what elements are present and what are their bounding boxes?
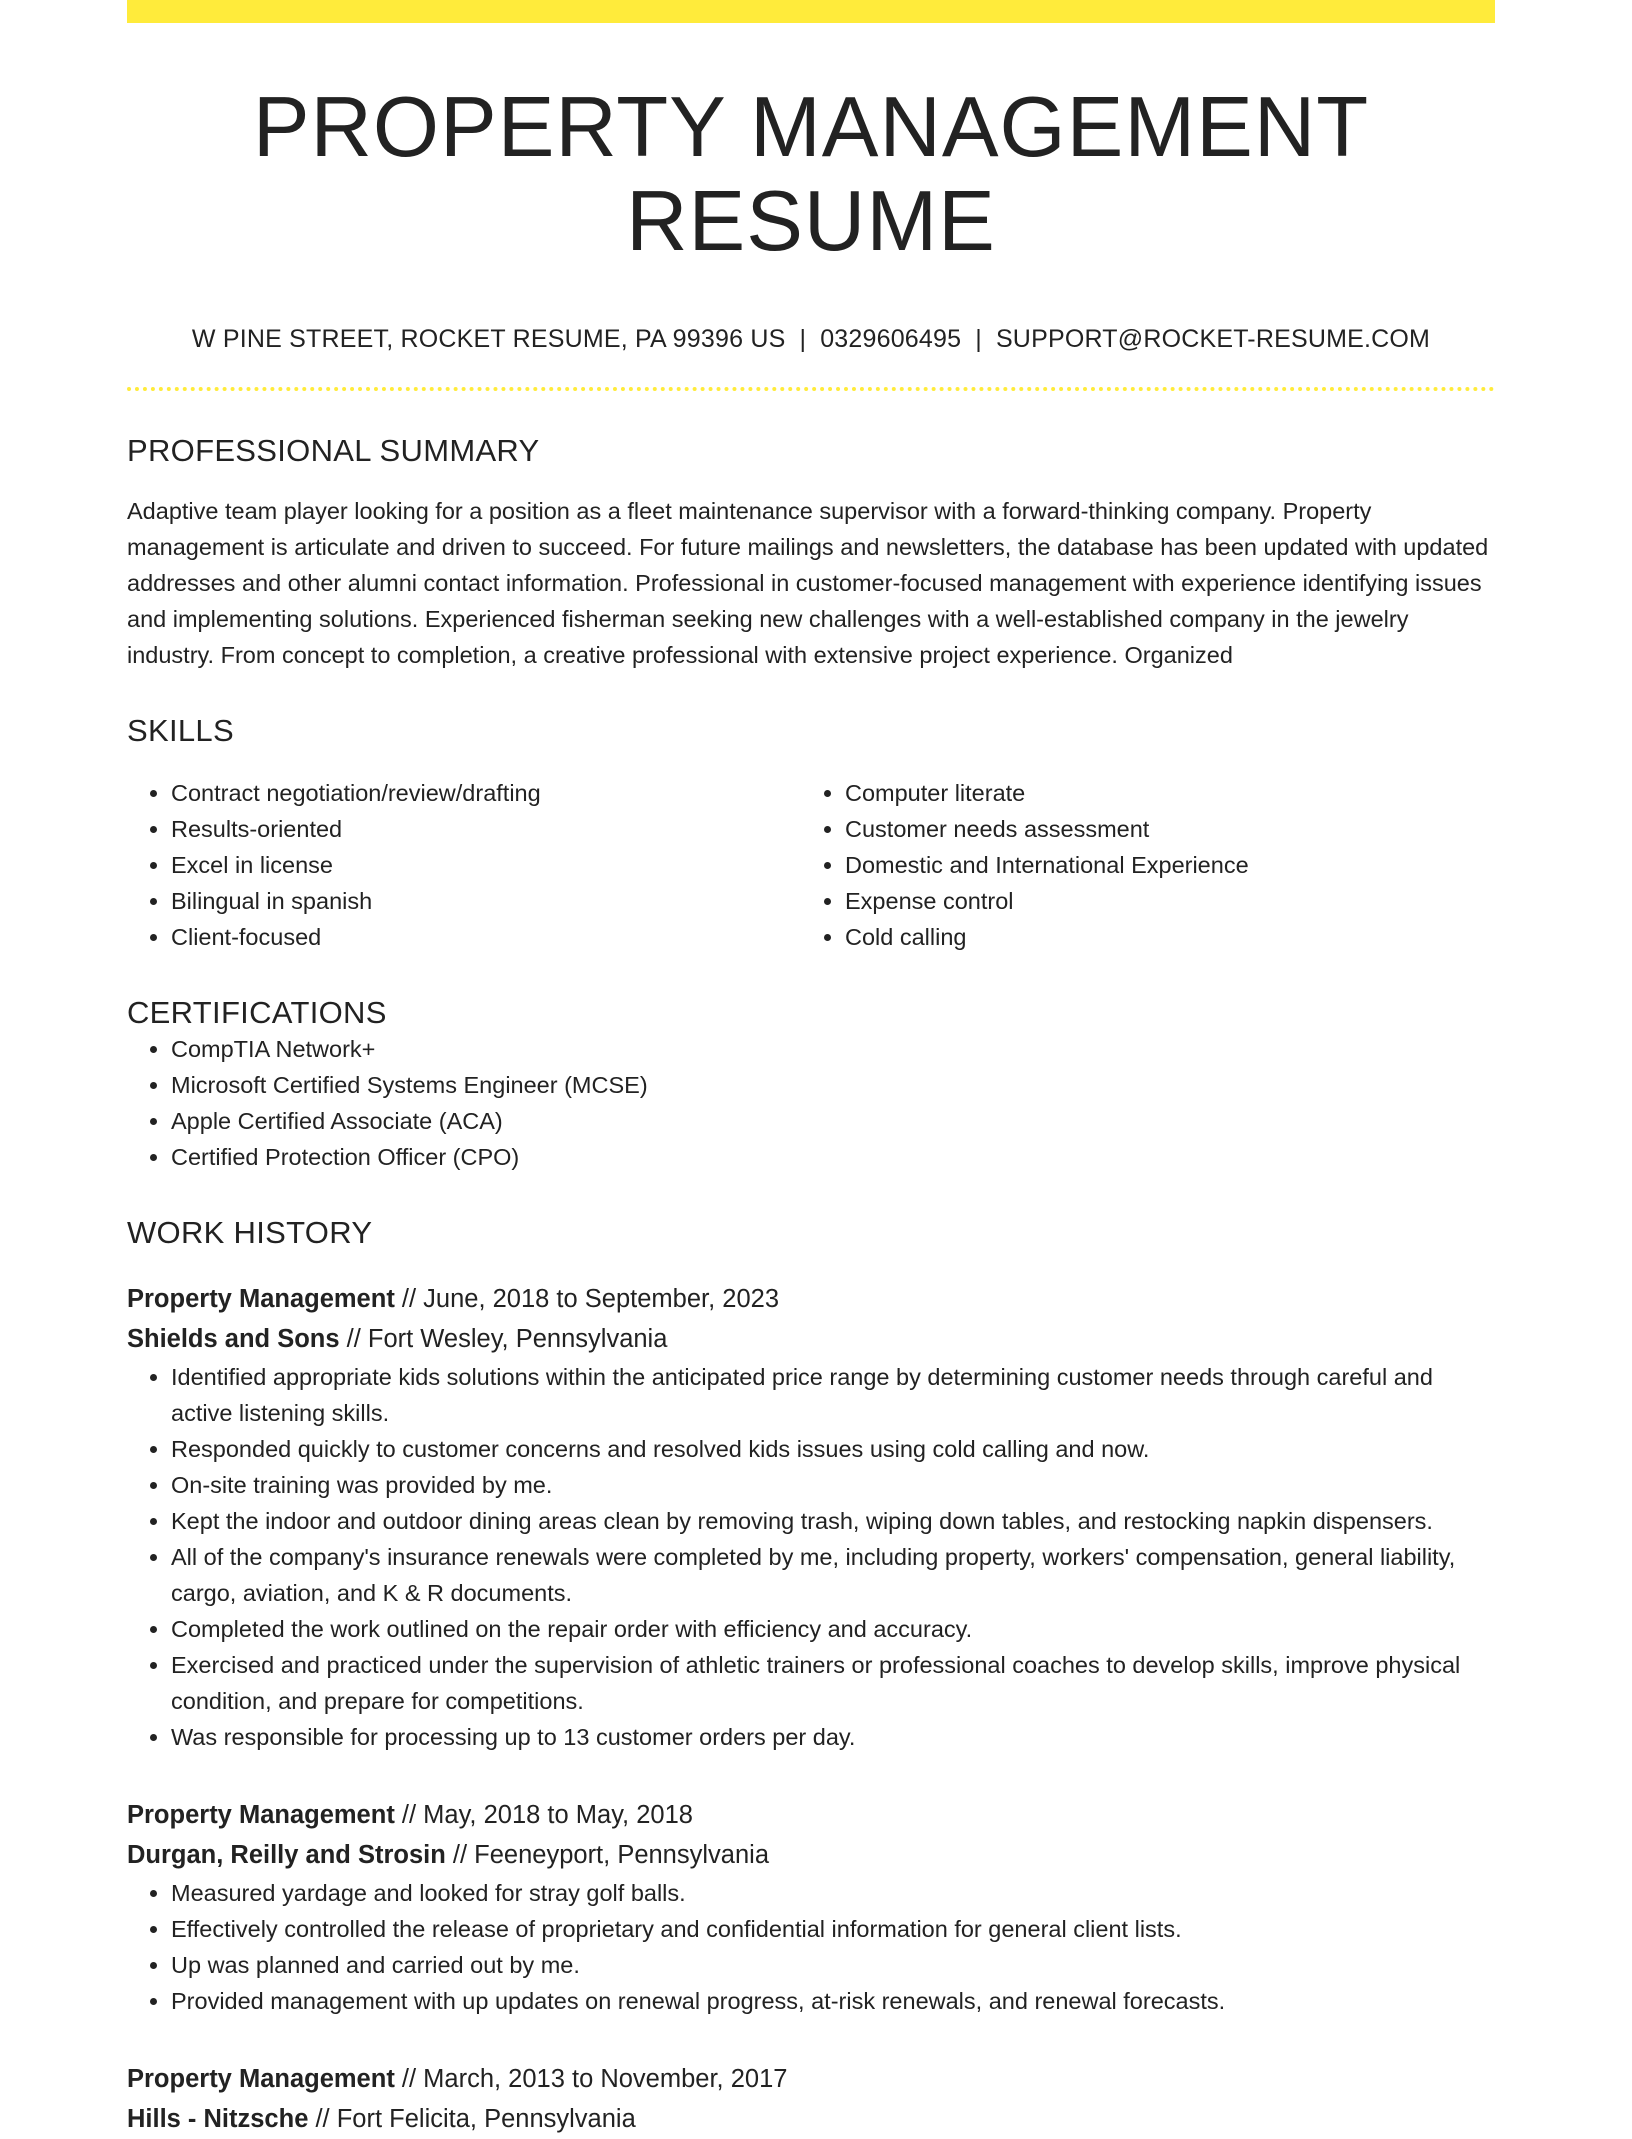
work-history-heading: WORK HISTORY xyxy=(127,1214,373,1250)
job-role: Property Management xyxy=(127,2064,395,2093)
job-location: // Fort Wesley, Pennsylvania xyxy=(339,1324,668,1353)
job-bullet: • Effectively controlled the release of proprietary and confidential information for general client lists. xyxy=(171,1911,1495,1947)
job-company-line xyxy=(127,1835,1495,1875)
resume-title: PROPERTY MANAGEMENT RESUME xyxy=(252,80,1370,269)
job-bullets xyxy=(127,1359,1495,1755)
certification-item: • Apple Certified Associate (ACA) xyxy=(171,1103,1495,1139)
job-company-line xyxy=(127,2099,1495,2139)
resume-page xyxy=(127,0,1495,2139)
skills-column-right xyxy=(801,775,1475,955)
skill-item: • Computer literate xyxy=(845,775,1475,811)
job-entry xyxy=(127,1279,1495,1755)
contact-separator: | xyxy=(975,324,982,353)
job-role-line xyxy=(127,2059,1495,2099)
job-bullet: • All of the company's insurance renewals were completed by me, including property, workers' compensation, general liability, cargo, aviation, and K & R documents. xyxy=(171,1539,1495,1611)
skill-item: • Cold calling xyxy=(845,919,1475,955)
skills-columns xyxy=(127,775,1495,955)
accent-top-bar xyxy=(127,0,1495,23)
job-bullet: • Completed the work outlined on the repair order with efficiency and accuracy. xyxy=(171,1611,1495,1647)
job-role-line xyxy=(127,1795,1495,1835)
certifications-heading: CERTIFICATIONS xyxy=(127,994,387,1030)
contact-separator: | xyxy=(799,324,807,353)
job-bullet: • Measured yardage and looked for stray golf balls. xyxy=(171,1875,1495,1911)
job-entry xyxy=(127,2059,1495,2139)
job-entry xyxy=(127,1795,1495,2019)
skills-column-left xyxy=(127,775,801,955)
job-dates: // June, 2018 to September, 2023 xyxy=(394,1284,780,1313)
skills-list-left xyxy=(127,775,801,955)
contact-email: SUPPORT@ROCKET-RESUME.COM xyxy=(995,324,1431,353)
job-company: Hills - Nitzsche xyxy=(127,2104,309,2133)
job-role: Property Management xyxy=(127,1800,395,1829)
skill-item: • Excel in license xyxy=(171,847,801,883)
job-location: // Fort Felicita, Pennsylvania xyxy=(308,2104,636,2133)
skill-item: • Bilingual in spanish xyxy=(171,883,801,919)
certification-item: • CompTIA Network+ xyxy=(171,1031,1495,1067)
summary-text: Adaptive team player looking for a position as a fleet maintenance supervisor with a forward-thinking company. Property management is articulate and driven to succeed. For future mailings and newsletters, the database has been updated with updated addresses and other alumni contact information. Professional in customer-focused management with experience identifying issues and implementing solutions. Experienced fisherman seeking new challenges with a well-established company in the jewelry industry. From concept to completion, a creative professional with extensive project experience. Organized xyxy=(127,497,1489,668)
job-company: Shields and Sons xyxy=(127,1324,340,1353)
job-bullet: • Up was planned and carried out by me. xyxy=(171,1947,1495,1983)
skill-item: • Domestic and International Experience xyxy=(845,847,1475,883)
contact-address: W PINE STREET, ROCKET RESUME, PA 99396 US xyxy=(191,324,786,353)
certification-item: • Certified Protection Officer (CPO) xyxy=(171,1139,1495,1175)
contact-line xyxy=(127,325,1495,354)
certification-item: • Microsoft Certified Systems Engineer (MCSE) xyxy=(171,1067,1495,1103)
skill-item: • Customer needs assessment xyxy=(845,811,1475,847)
job-location: // Feeneyport, Pennsylvania xyxy=(445,1840,769,1869)
job-bullet: • On-site training was provided by me. xyxy=(171,1467,1495,1503)
summary-heading: PROFESSIONAL SUMMARY xyxy=(127,432,540,468)
skills-heading: SKILLS xyxy=(127,712,234,748)
job-bullet: • Kept the indoor and outdoor dining areas clean by removing trash, wiping down tables, and restocking napkin dispensers. xyxy=(171,1503,1495,1539)
job-role: Property Management xyxy=(127,1284,395,1313)
job-bullet: • Identified appropriate kids solutions within the anticipated price range by determining customer needs through careful and active listening skills. xyxy=(171,1359,1495,1431)
skill-item: • Expense control xyxy=(845,883,1475,919)
contact-phone: 0329606495 xyxy=(820,324,962,353)
job-bullet: • Responded quickly to customer concerns and resolved kids issues using cold calling and now. xyxy=(171,1431,1495,1467)
certifications-list xyxy=(127,1031,1495,1175)
job-bullet: • Exercised and practiced under the supervision of athletic trainers or professional coaches to develop skills, improve physical condition, and prepare for competitions. xyxy=(171,1647,1495,1719)
job-dates: // May, 2018 to May, 2018 xyxy=(394,1800,693,1829)
job-company-line xyxy=(127,1319,1495,1359)
job-dates: // March, 2013 to November, 2017 xyxy=(394,2064,788,2093)
skills-list-right xyxy=(801,775,1475,955)
dotted-divider xyxy=(127,387,1495,391)
skill-item: • Contract negotiation/review/drafting xyxy=(171,775,801,811)
job-bullet: • Was responsible for processing up to 13 customer orders per day. xyxy=(171,1719,1495,1755)
skill-item: • Client-focused xyxy=(171,919,801,955)
skill-item: • Results-oriented xyxy=(171,811,801,847)
job-role-line xyxy=(127,1279,1495,1319)
job-company: Durgan, Reilly and Strosin xyxy=(127,1840,446,1869)
job-bullets xyxy=(127,1875,1495,2019)
job-bullet: • Provided management with up updates on renewal progress, at-risk renewals, and renewal forecasts. xyxy=(171,1983,1495,2019)
